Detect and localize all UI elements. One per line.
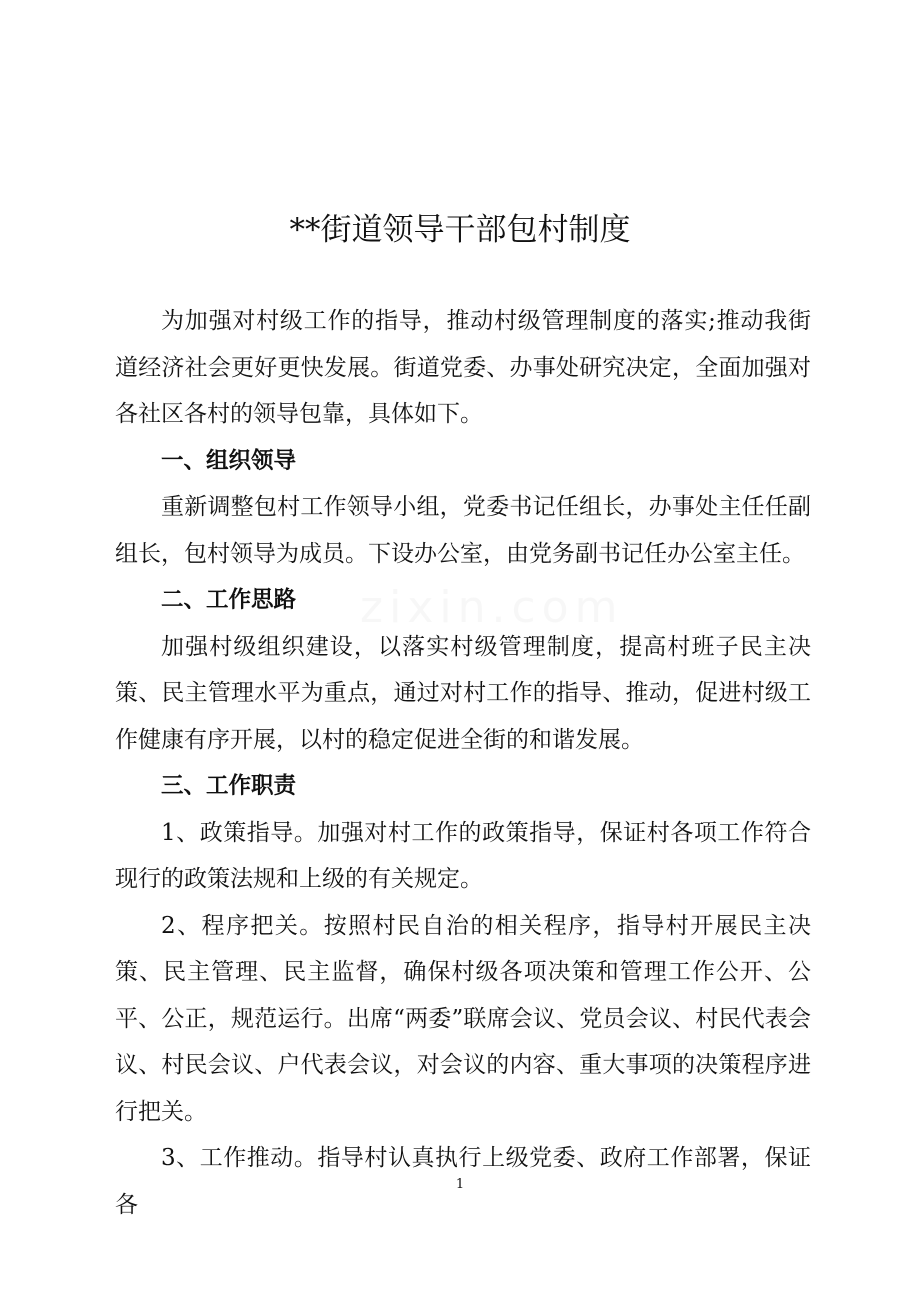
duty-item-policy-guidance: 1、政策指导。加强对村工作的政策指导，保证村各项工作符合现行的政策法规和上级的有关规定。 [115, 819, 811, 892]
intro-paragraph: 为加强对村级工作的指导，推动村级管理制度的落实;推动我街道经济社会更好更快发展。街道党委、办事处研究决定，全面加强对各社区各村的领导包靠，具体如下。 [115, 308, 811, 427]
section-paragraph: 加强村级组织建设，以落实村级管理制度，提高村班子民主决策、民主管理水平为重点，通过对村工作的指导、推动，促进村级工作健康有序开展，以村的稳定促进全街的和谐发展。 [115, 633, 811, 753]
section-heading-organization: 一、组织领导 [161, 447, 297, 474]
document-title: **街道领导干部包村制度 [289, 212, 631, 248]
document-body [115, 298, 811, 1228]
section-heading-approach: 二、工作思路 [161, 587, 297, 613]
duty-item-work-promotion: 3、工作推动。指导村认真执行上级党委、政府工作部署，保证各 [115, 1145, 811, 1218]
duty-item-procedure-control: 2、程序把关。按照村民自治的相关程序，指导村开展民主决策、民主管理、民主监督，确保村级各项决策和管理工作公开、公平、公正，规范运行。出席“两委”联席会议、党员会议、村民代表会议、村民会议、户代表会议，对会议的内容、重大事项的决策程序进行把关。 [115, 912, 811, 1125]
section-heading-duties: 三、工作职责 [161, 773, 297, 799]
page-number: 1 [455, 1177, 465, 1192]
watermark: zixin.com [360, 582, 624, 633]
section-paragraph: 重新调整包村工作领导小组，党委书记任组长，办事处主任任副组长，包村领导为成员。下设办公室，由党务副书记任办公室主任。 [115, 494, 811, 567]
